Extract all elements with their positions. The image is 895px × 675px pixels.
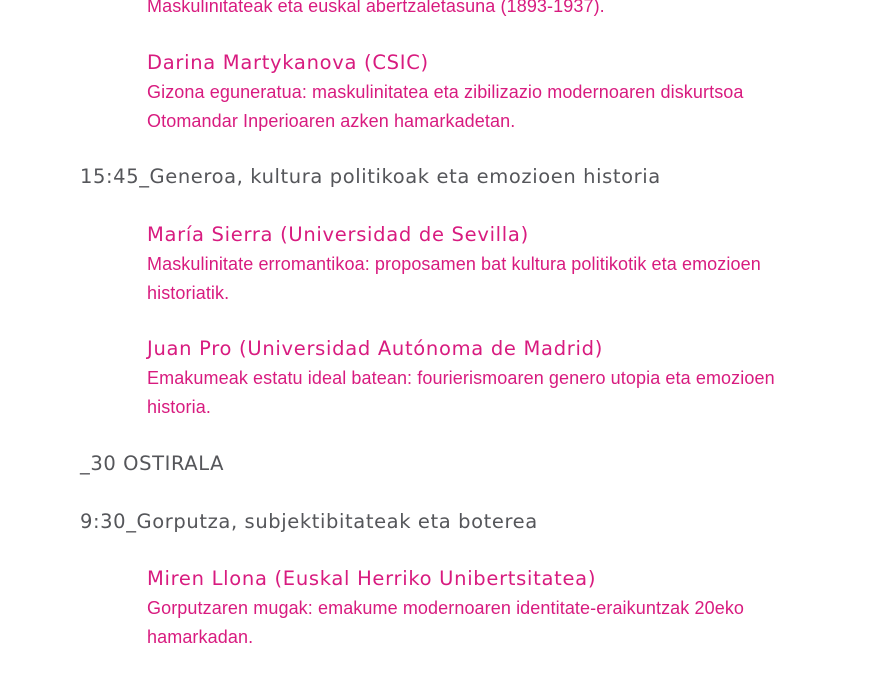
talk-title: Maskulinitateak eta euskal abertzaletasuna (1893-1937). [147,0,605,16]
session-heading: 9:30_Gorputza, subjektibitateak eta boterea [80,510,538,533]
speaker-name: María Sierra (Universidad de Sevilla) [147,223,529,246]
talk-title: Maskulinitate erromantikoa: proposamen bat kultura politikotik eta emozioen historiatik. [147,254,761,303]
speaker-name: Darina Martykanova (CSIC) [147,51,429,74]
speaker-name: Miren Llona (Euskal Herriko Unibertsitatea) [147,567,597,590]
talk-title: Emakumeak estatu ideal batean: fourierismoaren genero utopia eta emozioen historia. [147,368,775,417]
talk-title: Gorputzaren mugak: emakume modernoaren identitate-eraikuntzak 20eko hamarkadan. [147,598,745,647]
speaker-name: Juan Pro (Universidad Autónoma de Madrid) [147,337,603,360]
talk-title: Gizona eguneratua: maskulinitatea eta zibilizazio modernoaren diskurtsoa Otomandar Inperioaren azken hamarkadetan. [147,82,744,131]
day-heading: _30 OSTIRALA [80,452,225,475]
session-heading: 15:45_Generoa, kultura politikoak eta emozioen historia [80,165,661,188]
